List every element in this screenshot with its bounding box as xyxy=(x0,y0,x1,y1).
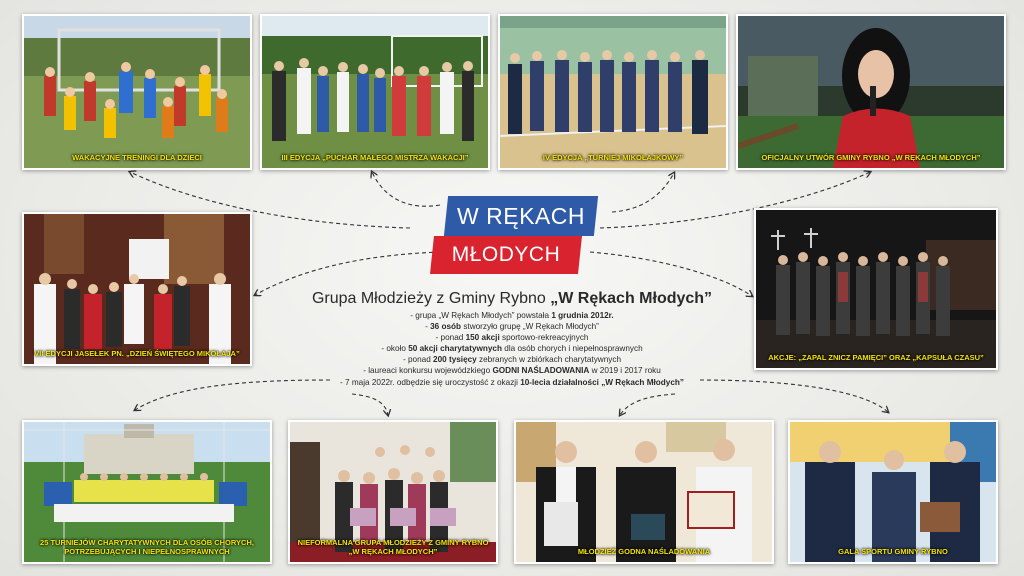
fact-text: w 2019 i 2017 roku xyxy=(589,366,661,376)
photo-summer-training xyxy=(22,14,252,170)
photo-nativity-play xyxy=(22,212,252,366)
heading-name: „W Rękach Młodych” xyxy=(550,290,713,307)
photo-nativity-play-image xyxy=(24,214,250,364)
photo-sports-gala xyxy=(788,420,998,564)
fact-bold: 1 grudnia 2012r. xyxy=(551,311,614,320)
group-heading xyxy=(270,289,754,308)
fact-line xyxy=(270,354,754,365)
photo-summer-training-image xyxy=(24,16,250,168)
fact-bold: 10-lecia działalności „W Rękach Młodych” xyxy=(520,377,685,387)
photo-caption: VII EDYCJI JASEŁEK PN. „DZIEŃ ŚWIĘTEGO MIKOŁAJA” xyxy=(34,349,240,358)
photo-cup-tournament xyxy=(260,14,490,170)
fact-bold: 200 tysięcy xyxy=(433,355,477,365)
fact-text: - xyxy=(425,322,431,332)
photo-role-model-youth-image xyxy=(516,422,772,562)
logo-line2: MŁODYCH xyxy=(451,243,561,266)
fact-bold: 36 osób xyxy=(430,322,462,332)
photo-caption: WAKACYJNE TRENINGI DLA DZIECI xyxy=(72,153,202,162)
photo-caption: AKCJE: „ZAPAL ZNICZ PAMIĘCI” ORAZ „KAPSUŁA CZASU” xyxy=(768,353,984,362)
photo-santa-tournament xyxy=(498,14,728,170)
fact-text: zebranych w zbiórkach charytatywnych xyxy=(476,355,622,365)
heading-prefix: Grupa Młodzieży z Gminy Rybno xyxy=(311,290,551,307)
photo-sports-gala-image xyxy=(790,422,996,562)
fact-line xyxy=(270,377,754,388)
fact-text: - ponad xyxy=(435,333,466,343)
fact-bold: 50 akcji charytatywnych xyxy=(408,344,502,354)
group-description xyxy=(270,289,754,388)
fact-text: - grupa „W Rękach Młodych” powstała xyxy=(410,311,552,320)
photo-official-song-image xyxy=(738,16,1004,168)
fact-text: - około xyxy=(381,344,409,354)
photo-cup-tournament-image xyxy=(262,16,488,168)
fact-line xyxy=(270,343,754,354)
photo-candle-action xyxy=(754,208,998,370)
fact-bold: 150 akcji xyxy=(465,333,500,343)
photo-role-model-youth xyxy=(514,420,774,564)
photo-caption: IV EDYCJA „TURNIEJ MIKOŁAJKOWY” xyxy=(542,153,684,162)
fact-text: dla osób chorych i niepełnosprawnych xyxy=(501,344,643,354)
logo-line1: W RĘKACH xyxy=(457,203,585,229)
fact-text: - laureaci konkursu wojewódzkiego xyxy=(363,366,493,376)
fact-line xyxy=(270,332,754,343)
fact-line xyxy=(270,321,754,332)
photo-informal-group xyxy=(288,420,498,564)
logo-top-block xyxy=(444,196,598,236)
photo-caption: 25 TURNIEJÓW CHARYTATYWNYCH DLA OSÓB CHORYCH, POTRZEBUJĄCYCH I NIEPEŁNOSPRAWNYCH xyxy=(40,538,254,556)
photo-caption: NIEFORMALNA GRUPA MŁODZIEŻY Z GMINY RYBNO „W RĘKACH MŁODYCH” xyxy=(297,538,489,556)
photo-santa-tournament-image xyxy=(500,16,726,168)
photo-caption: GALA SPORTU GMINY RYBNO xyxy=(838,547,948,556)
photo-caption: OFICJALNY UTWÓR GMINY RYBNO „W RĘKACH MŁODYCH” xyxy=(761,153,981,162)
fact-text: - 7 maja 2022r. odbędzie się uroczystość z okazji xyxy=(339,377,521,387)
fact-line xyxy=(270,310,754,321)
photo-caption: MŁODZIEŻ GODNA NAŚLADOWANIA xyxy=(577,547,711,556)
photo-charity-tournaments xyxy=(22,420,272,564)
fact-line xyxy=(270,365,754,376)
fact-text: - ponad xyxy=(402,355,434,365)
logo-bottom-block xyxy=(430,236,582,274)
photo-official-song xyxy=(736,14,1006,170)
photo-caption: III EDYCJA „PUCHAR MAŁEGO MISTRZA WAKACJI” xyxy=(281,153,469,162)
photo-candle-action-image xyxy=(756,210,996,368)
fact-text: stworzyło grupę „W Rękach Młodych” xyxy=(461,322,599,332)
fact-text: sportowo-rekreacyjnych xyxy=(499,333,589,343)
fact-bold: GODNI NAŚLADOWANIA xyxy=(492,366,590,376)
